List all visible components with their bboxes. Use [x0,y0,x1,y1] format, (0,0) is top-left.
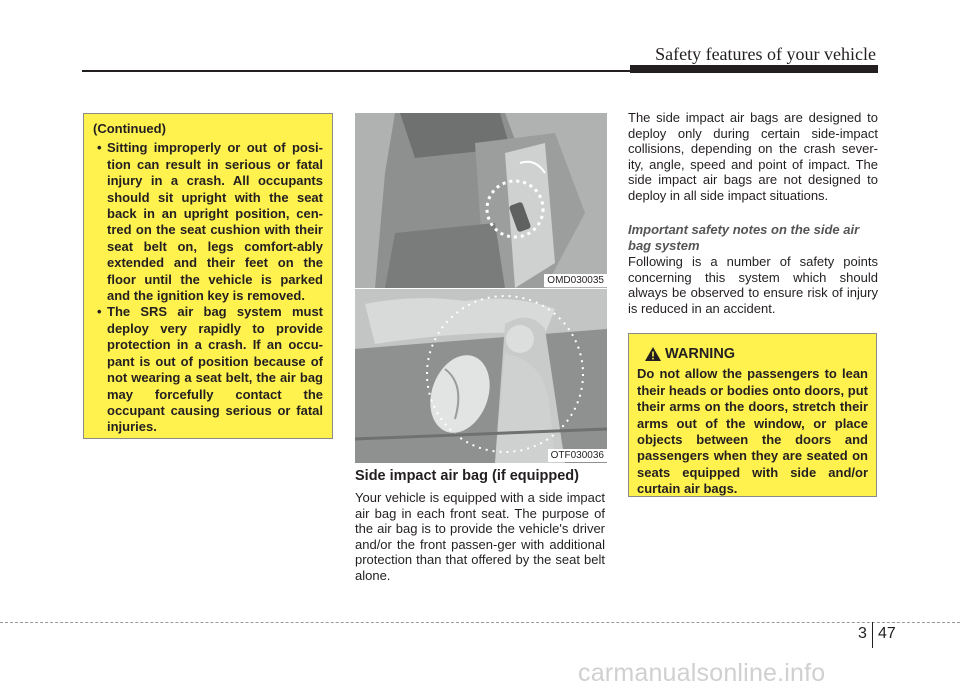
warning-title: WARNING [665,346,736,362]
warning-text: Do not allow the passengers to lean their heads or bodies onto doors, put their arms on the doors, stretch their arms out of the window, or place objects between the doors and passengers when they are seated on seats equipped with side and/or curtain air bags. [637,366,868,497]
safety-notes-body: Following is a number of safety points concerning this system which should always be observed to ensure risk of injury is reduced in an accident. [628,254,878,316]
warning-triangle-icon [645,347,661,361]
warning-heading [645,346,868,362]
figure-code: OMD030035 [544,274,607,287]
occupant-airbag-illustration [355,289,607,463]
warning-bullet: • The SRS air bag system must deploy very rapidly to provide protection in a crash. If an occu-pant is out of position because of not wearing a seat belt, the air bag may forcefully contact the occupant causing serious or fatal injuries. [93,304,323,435]
footer-rule [0,622,960,623]
seat-drawing [355,113,607,288]
page-header-title: Safety features of your vehicle [655,44,876,64]
page-divider [872,622,873,648]
side-impact-intro: The side impact air bags are designed to deploy only during certain side-impact collisions, depending on the crash sever-ity, angle, speed and point of impact. The side impact air bags are not designed to deploy in all side impact situations. [628,110,878,203]
continued-warning-box [83,113,333,439]
section-title: Side impact air bag (if equipped) [355,468,579,484]
header-rule [82,70,878,72]
continued-label: (Continued) [93,121,166,136]
warning-box [628,333,877,497]
site-watermark: carmanualsonline.info [578,659,826,687]
safety-notes-subheading: Important safety notes on the side air bag system [628,222,860,253]
chapter-number: 3 [858,625,867,642]
occupant-drawing [355,289,607,463]
side-impact-body: Your vehicle is equipped with a side impact air bag in each front seat. The purpose of the air bag is to provide the vehicle's driver and/or the front passen-ger with additional protection than that offered by the seat belt alone. [355,490,605,583]
seat-airbag-illustration [355,113,607,288]
figure-code: OTF030036 [548,449,607,462]
page-number: 47 [878,625,896,642]
warning-bullet: • Sitting improperly or out of posi-tion can result in serious or fatal injury in a crash. All occupants should sit upright with the seat back in an upright position, cen-tred on the seat cushion with their seat belt on, legs comfort-ably extended and their feet on the floor until the vehicle is parked and the ignition key is removed. [93,140,323,304]
